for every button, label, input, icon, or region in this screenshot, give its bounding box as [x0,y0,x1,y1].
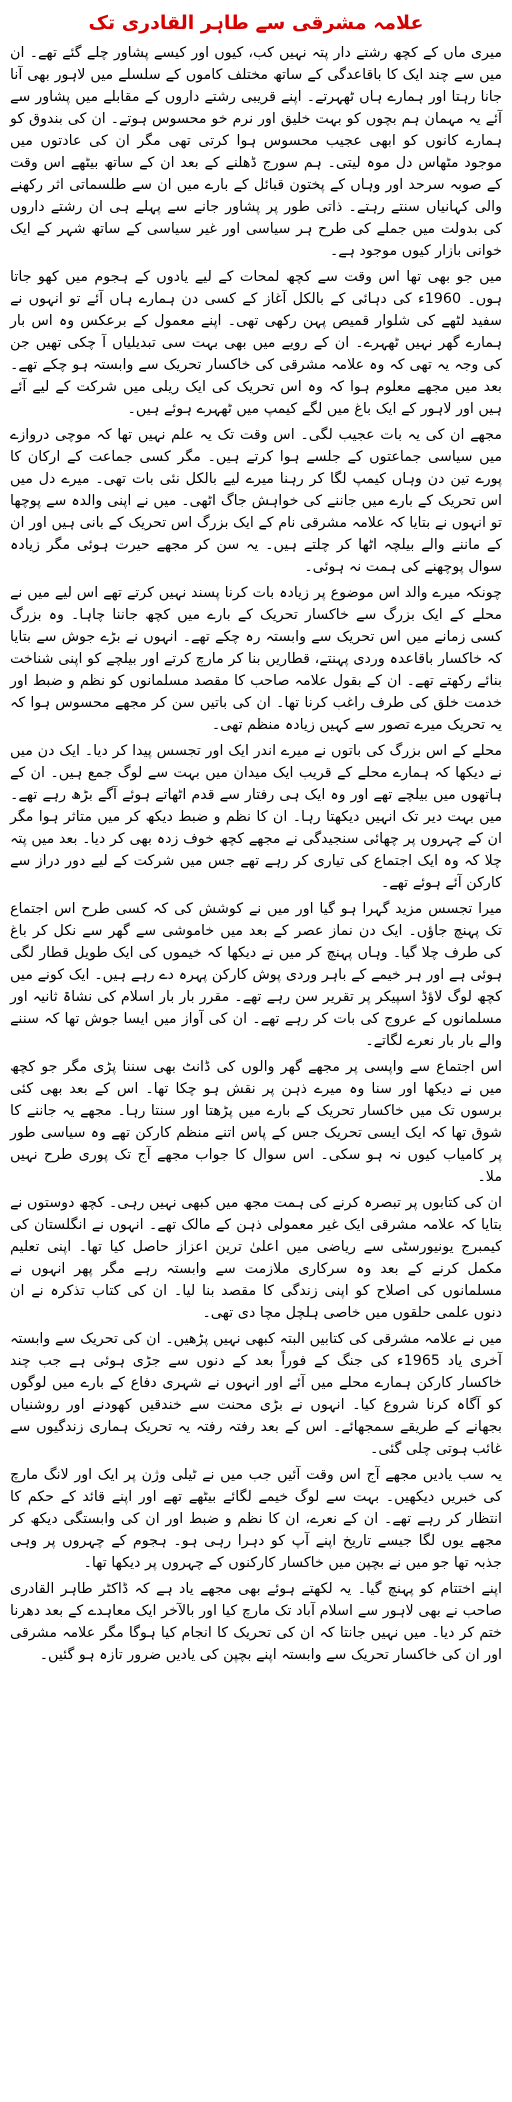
article-paragraph: میں نے علامہ مشرقی کی کتابیں البتہ کبھی نہیں پڑھیں۔ ان کی تحریک سے وابستہ آخری یاد 1965ء کی جنگ کے فوراً بعد کے دنوں سے جڑی ہوئی ہے جب چند خاکسار کارکن ہمارے محلے میں آئے اور انہوں نے شہری دفاع کے بارے میں لوگوں کو آگاہ کرنا شروع کیا۔ انہوں نے بڑی محنت سے خندقیں کھودنے اور روشنیاں بجھانے کے طریقے سمجھائے۔ اس کے بعد رفتہ رفتہ یہ تحریک ہماری زندگیوں سے غائب ہوتی چلی گئی۔ [10,1331,502,1457]
article-paragraph: یہ سب یادیں مجھے آج اس وقت آئیں جب میں نے ٹیلی وژن پر ایک اور لانگ مارچ کی خبریں دیکھیں۔ بہت سے لوگ خیمے لگائے بیٹھے تھے اور اپنے قائد کے حکم کا انتظار کر رہے تھے۔ ان کے نعرے، ان کا نظم و ضبط اور ان کی وابستگی دیکھ کر مجھے یوں لگا جیسے تاریخ اپنے آپ کو دہرا رہی ہو۔ ہجوم کے چہروں پر وہی جذبہ تھا جو میں نے بچپن میں خاکسار کارکنوں کے چہروں پر دیکھا تھا۔ [10,1467,502,1571]
article-paragraph: میری ماں کے کچھ رشتے دار پتہ نہیں کب، کیوں اور کیسے پشاور چلے گئے تھے۔ ان میں سے چند ایک کا باقاعدگی کے ساتھ مختلف کاموں کے سلسلے میں لاہور بھی آنا جانا رہتا اور ہمارے ہاں ٹھہرتے۔ اپنے قریبی رشتے داروں کے مقابلے میں پشاور سے آئے یہ مہمان ہم بچوں کو بہت خلیق اور نرم خو محسوس ہوتے۔ ان کی بندوق کو ہمارے کانوں کو ابھی عجیب محسوس ہوا کرتی تھی مگر ان کی عادتوں میں موجود مٹھاس دل موہ لیتی۔ ہم سورج ڈھلنے کے بعد ان کے ساتھ بیٹھے اس وقت کے صوبہ سرحد اور وہاں کے پختون قبائل کے بارے میں ان سے طلسماتی اثر رکھنے والی کہانیاں سنتے رہتے۔ ذاتی طور پر پشاور جانے سے پہلے ہی ان رشتے داروں کی بدولت میں جملے کی طرح ہر سیاسی اور غیر سیاسی کے ساتھ شہر کے ایک خوانی بازار کیوں موجود ہے۔ [10,45,502,259]
article-headline: علامہ مشرقی سے طاہر القادری تک [88,12,424,34]
article-paragraph: محلے کے اس بزرگ کی باتوں نے میرے اندر ایک اور تجسس پیدا کر دیا۔ ایک دن میں نے دیکھا کہ ہمارے محلے کے قریب ایک میدان میں بہت سے لوگ جمع ہیں۔ ان کے ہاتھوں میں بیلچے تھے اور وہ ایک ہی رفتار سے قدم اٹھاتے ہوئے آگے بڑھ رہے تھے۔ میں بہت دیر تک انہیں دیکھتا رہا۔ ان کا نظم و ضبط دیکھ کر میں متاثر ہوا مگر ان کے چہروں پر چھائی سنجیدگی نے مجھے کچھ خوف زدہ بھی کر دیا۔ بعد میں پتہ چلا کہ وہ ایک اجتماع کی تیاری کر رہے تھے جس میں شرکت کے لیے دور دراز سے کارکن آئے ہوئے تھے۔ [10,743,502,891]
article-paragraph: میرا تجسس مزید گہرا ہو گیا اور میں نے کوشش کی کہ کسی طرح اس اجتماع تک پہنچ جاؤں۔ ایک دن نماز عصر کے بعد میں خاموشی سے گھر سے نکل کر باغ کی طرف چلا گیا۔ وہاں پہنچ کر میں نے دیکھا کہ خیموں کی ایک طویل قطار لگی ہوئی ہے اور ہر خیمے کے باہر وردی پوش کارکن پہرہ دے رہے ہیں۔ ایک کونے میں کچھ لوگ لاؤڈ اسپیکر پر تقریر سن رہے تھے۔ مقرر بار بار اسلام کی نشاۃ ثانیہ اور مسلمانوں کے عروج کی بات کر رہے تھے۔ ان کی آواز میں ایسا جوش تھا کہ سننے والے بار بار نعرے لگاتے۔ [10,901,502,1049]
article-paragraph: ان کی کتابوں پر تبصرہ کرنے کی ہمت مجھ میں کبھی نہیں رہی۔ کچھ دوستوں نے بتایا کہ علامہ مشرقی ایک غیر معمولی ذہن کے مالک تھے۔ انہوں نے انگلستان کی کیمبرج یونیورسٹی سے ریاضی میں اعلیٰ ترین اعزاز حاصل کیا تھا۔ اپنی تعلیم مکمل کرنے کے بعد وہ سرکاری ملازمت سے وابستہ رہے مگر پھر انہوں نے مسلمانوں کی اصلاح کو اپنی زندگی کا مقصد بنا لیا۔ ان کی کتاب تذکرہ نے ان دنوں علمی حلقوں میں خاصی ہلچل مچا دی تھی۔ [10,1195,502,1321]
article-paragraph: اس اجتماع سے واپسی پر مجھے گھر والوں کی ڈانٹ بھی سننا پڑی مگر جو کچھ میں نے دیکھا اور سنا وہ میرے ذہن پر نقش ہو چکا تھا۔ اس کے بعد بھی کئی برسوں تک میں خاکسار تحریک کے بارے میں پڑھتا اور سنتا رہا۔ مجھے یہ جاننے کا شوق تھا کہ ایک ایسی تحریک جس کے پاس اتنے منظم کارکن تھے وہ سیاسی طور پر کامیاب کیوں نہ ہو سکی۔ اس سوال کا جواب مجھے آج تک پوری طرح نہیں ملا۔ [10,1059,502,1185]
article-paragraph: مجھے ان کی یہ بات عجیب لگی۔ اس وقت تک یہ علم نہیں تھا کہ موچی دروازے میں سیاسی جماعتوں کے جلسے ہوا کرتے ہیں۔ مگر کسی جماعت کے ارکان کا پورے تین دن وہاں کیمپ لگا کر رہنا میرے لیے بالکل نئی بات تھی۔ میرے دل میں اس تحریک کے بارے میں جاننے کی خواہش جاگ اٹھی۔ میں نے اپنی والدہ سے پوچھا تو انہوں نے بتایا کہ علامہ مشرقی نام کے ایک بزرگ اس تحریک کے بانی ہیں اور ان کے ماننے والے بیلچہ اٹھا کر چلتے ہیں۔ یہ سن کر مجھے حیرت ہوئی مگر زیادہ سوال پوچھنے کی ہمت نہ ہوئی۔ [10,427,502,575]
article-paragraph: چونکہ میرے والد اس موضوع پر زیادہ بات کرنا پسند نہیں کرتے تھے اس لیے میں نے محلے کے ایک بزرگ سے خاکسار تحریک کے بارے میں کچھ جاننا چاہا۔ وہ بزرگ کسی زمانے میں اس تحریک سے وابستہ رہ چکے تھے۔ انہوں نے بڑے جوش سے بتایا کہ خاکسار باقاعدہ وردی پہنتے، قطاریں بنا کر مارچ کرتے اور بیلچے کو اپنی شناخت بنائے رکھتے تھے۔ ان کے بقول علامہ صاحب کا مقصد مسلمانوں کو نظم و ضبط اور خدمت خلق کی طرف راغب کرنا تھا۔ ان کی باتیں سن کر مجھے محسوس ہوا کہ یہ تحریک میرے تصور سے کہیں زیادہ منظم تھی۔ [10,585,502,733]
article-body [10,42,502,1666]
article-paragraph: اپنے اختتام کو پہنچ گیا۔ یہ لکھتے ہوئے بھی مجھے یاد ہے کہ ڈاکٹر طاہر القادری صاحب نے بھی لاہور سے اسلام آباد تک مارچ کیا اور بالآخر ایک معاہدے کے بعد دھرنا ختم کر دیا۔ میں نہیں جانتا کہ ان کی تحریک کا انجام کیا ہوگا مگر علامہ مشرقی اور ان کی خاکسار تحریک سے وابستہ اپنے بچپن کی یادیں ضرور تازہ ہو گئیں۔ [10,1581,502,1663]
article-paragraph: میں جو بھی تھا اس وقت سے کچھ لمحات کے لیے یادوں کے ہجوم میں کھو جاتا ہوں۔ 1960ء کی دہائی کے بالکل آغاز کے کسی دن ہمارے ہاں آئے تو انہوں نے سفید لٹھے کی شلوار قمیص پہن رکھی تھی۔ اپنے معمول کے برعکس وہ اس بار ہمارے گھر نہیں ٹھہرے۔ ان کے رویے میں بھی بہت سی تبدیلیاں آ چکی تھیں جن کی وجہ یہ تھی کہ وہ علامہ مشرقی کی خاکسار تحریک سے وابستہ ہو چکے تھے۔ بعد میں مجھے معلوم ہوا کہ وہ اس تحریک کی ایک ریلی میں شرکت کے لیے آئے ہیں اور لاہور کے ایک باغ میں لگے کیمپ میں ٹھہرے ہوئے ہیں۔ [10,269,502,417]
